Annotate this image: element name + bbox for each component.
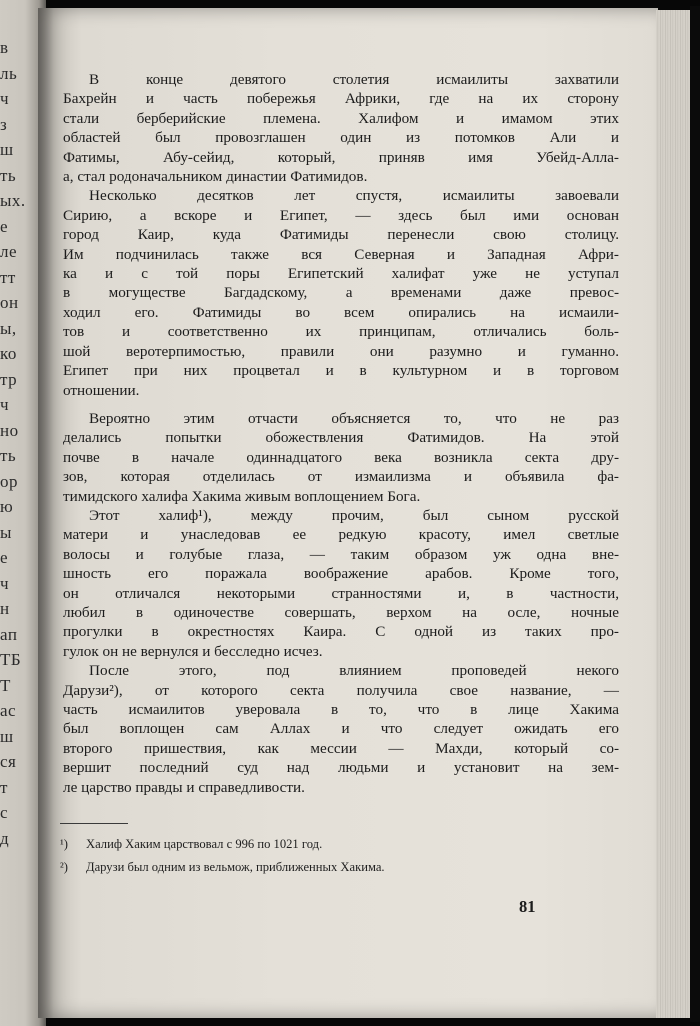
- left-page-line: ть: [0, 446, 17, 465]
- text-line: был воплощен сам Аллах и что следует ожидать его: [63, 720, 619, 738]
- text-line: шность его поражала воображение арабов. Кроме того,: [63, 565, 619, 583]
- text-line: делались попытки обожествления Фатимидов. На этой: [63, 429, 619, 447]
- footnote-2-mark: ²): [60, 860, 68, 874]
- left-page-line: ч: [0, 89, 10, 108]
- left-page-line: ле: [0, 242, 18, 261]
- text-line: матери и унаследовав ее редкую красоту, имел светлые: [63, 526, 619, 544]
- left-page-line: ых.: [0, 191, 26, 210]
- left-page-line: тт: [0, 267, 16, 287]
- text-line: ходил его. Фатимиды во всем опирались на исмаили-: [63, 303, 619, 321]
- left-page-line: но: [0, 420, 19, 440]
- left-page-line: ю: [0, 497, 14, 516]
- page-number: 81: [519, 897, 536, 916]
- text-line: Вероятно этим отчасти объясняется то, что не раз: [89, 409, 619, 427]
- page-body-text: [63, 70, 619, 797]
- left-page-line: ТБ: [0, 650, 22, 669]
- left-page-line: ап: [0, 624, 18, 644]
- text-line: ка и с той поры Египетский халифат уже не уступал: [63, 265, 619, 283]
- page-edge-shadow: [690, 6, 700, 1022]
- text-line: а, стал родоначальником династии Фатимидов.: [63, 168, 368, 186]
- text-line: Фатимы, Абу-сейид, который, приняв имя Убейд-Алла-: [63, 148, 619, 166]
- text-line: После этого, под влиянием проповедей некого: [89, 662, 619, 680]
- left-page-line: ч: [0, 395, 10, 414]
- text-line: Им подчинилась также вся Северная и Западная Афри-: [63, 245, 619, 263]
- text-line: почве в начале одиннадцатого века возникла секта дру-: [63, 448, 619, 466]
- paragraph: [63, 409, 619, 506]
- text-line: часть исмаилитов уверовала в то, что в лице Хакима: [63, 701, 619, 718]
- text-line: Этот халиф¹), между прочим, был сыном русской: [89, 506, 619, 524]
- footnote-rule: [60, 823, 128, 824]
- text-line: в могуществе Багдадскому, а временами даже превос-: [63, 284, 619, 302]
- left-page-line: он: [0, 293, 19, 312]
- text-line: второго пришествия, как мессии — Махди, который со-: [63, 739, 619, 757]
- text-line: стали берберийские племена. Халифом и имамом этих: [63, 109, 619, 127]
- footnote-1: [60, 836, 580, 852]
- text-line: Несколько десятков лет спустя, исмаилиты завоевали: [89, 187, 619, 205]
- footnote-2-text: Дарузи был одним из вельмож, приближенных Хакима.: [86, 860, 385, 874]
- text-line: ле царство правды и справедливости.: [63, 778, 305, 796]
- left-page-line: з: [0, 114, 8, 134]
- footnote-1-text: Халиф Хаким царствовал с 996 по 1021 год.: [86, 837, 323, 851]
- footnote-1-mark: ¹): [60, 837, 68, 851]
- left-page-line: ч: [0, 573, 10, 593]
- text-line: В конце девятого столетия исмаилиты захватили: [89, 71, 619, 88]
- text-line: гулок он не вернулся и бесследно исчез.: [63, 642, 323, 660]
- text-line: Сирию, а вскоре и Египет, — здесь был ими основан: [63, 206, 619, 224]
- paragraph: [63, 661, 619, 797]
- text-line: Дарузи²), от которого секта получила свое название, —: [63, 681, 619, 699]
- left-page-line: с: [0, 803, 9, 822]
- text-line: волосы и голубые глаза, — таким образом уж одна вне-: [63, 545, 619, 563]
- paragraph: [63, 70, 619, 186]
- text-line: зов, которая отделилась от измаилизма и объявила фа-: [63, 468, 619, 486]
- footnote-2: [60, 859, 580, 875]
- text-line: Египет при них процветал и в культурном и в торговом: [63, 362, 619, 380]
- left-page-line: ль: [0, 63, 18, 83]
- left-page-line: е: [0, 216, 9, 236]
- text-line: вершит последний суд над людьми и установит на зем-: [63, 759, 619, 777]
- left-page-line: тр: [0, 369, 18, 389]
- left-page-line: ко: [0, 344, 17, 363]
- left-page-line: ас: [0, 701, 17, 720]
- left-page-line: Т: [0, 675, 11, 695]
- left-page-line: ор: [0, 471, 18, 491]
- text-line: отношении.: [63, 381, 140, 399]
- left-page-line: ть: [0, 165, 17, 185]
- left-page-line: ш: [0, 140, 14, 159]
- text-line: тимидского халифа Хакима живым воплощением Бога.: [63, 487, 421, 505]
- text-line: город Каир, куда Фатимиды перенесли свою столицу.: [63, 226, 619, 244]
- text-line: областей был провозглашен один из потомков Али и: [63, 129, 619, 147]
- text-line: прогулки в окрестностях Каира. С одной из таких про-: [63, 623, 619, 641]
- text-line: шой веротерпимостью, правили они разумно и гуманно.: [63, 342, 619, 360]
- left-page-line: в: [0, 38, 9, 57]
- text-line: Бахрейн и часть побережья Африки, где на их сторону: [63, 90, 619, 108]
- left-page-line: н: [0, 599, 10, 618]
- left-page-line: ш: [0, 726, 14, 746]
- left-page-line: д: [0, 828, 10, 848]
- left-page-line: ы,: [0, 318, 17, 338]
- text-line: любил в одиночестве совершать, верхом на осле, ночные: [63, 603, 619, 621]
- paragraph: [63, 186, 619, 399]
- paragraph: [63, 506, 619, 661]
- left-page-line: т: [0, 777, 8, 797]
- text-line: тов и соответственно их принципам, отличались боль-: [63, 323, 619, 341]
- left-page-line: ся: [0, 752, 17, 771]
- page-stack-edge: [656, 10, 692, 1018]
- left-page-line: е: [0, 548, 9, 567]
- left-page-line: ы: [0, 522, 12, 542]
- text-line: он отличался некоторыми странностями и, в частности,: [63, 584, 619, 602]
